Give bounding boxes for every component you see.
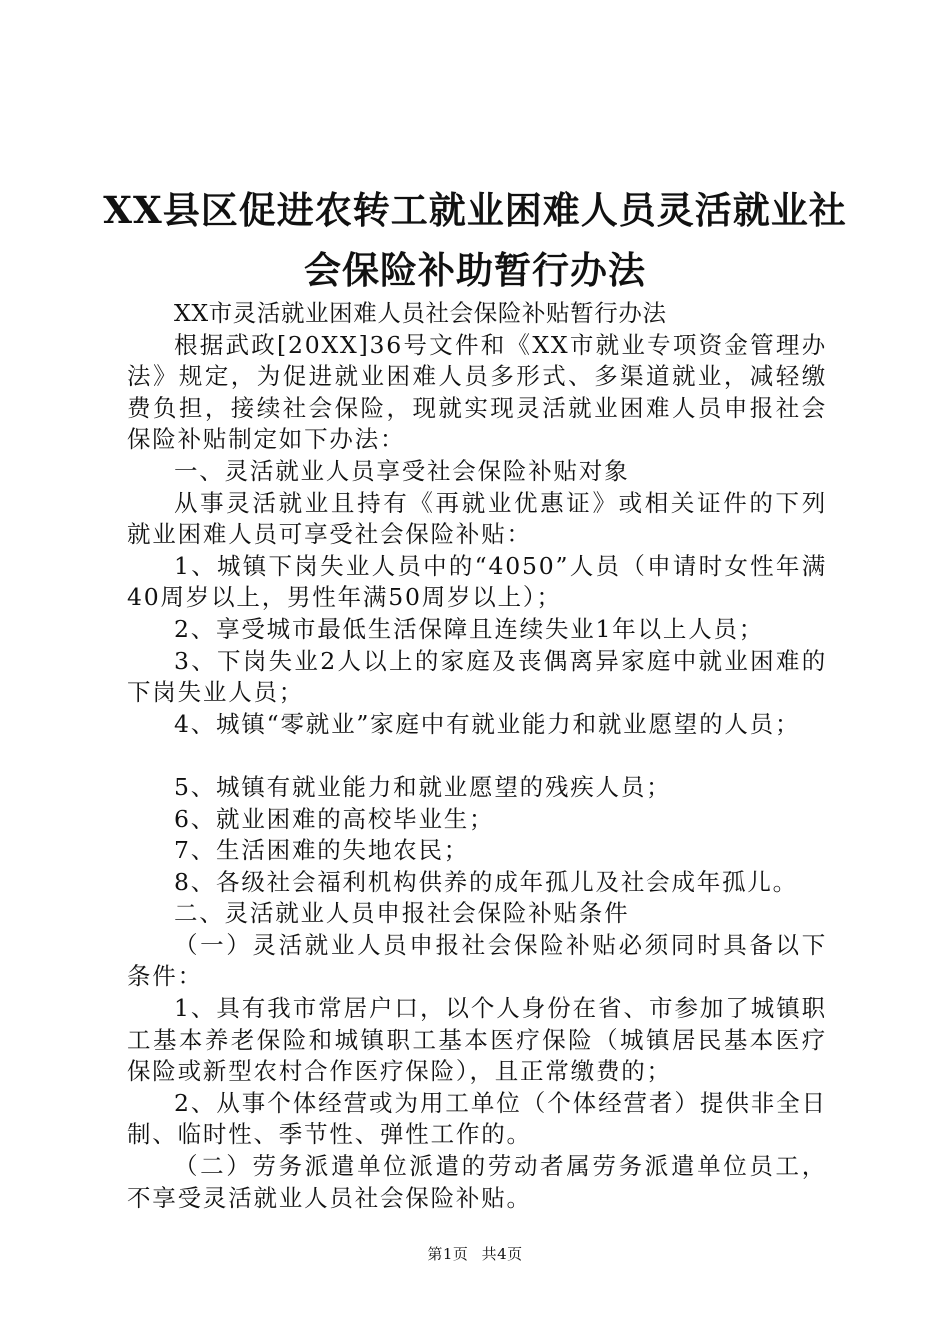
page-total: 共4页 [481,1245,523,1263]
list-item: 2、享受城市最低生活保障且连续失业1年以上人员； [174,614,765,643]
list-item: 4、城镇“零就业”家庭中有就业能力和就业愿望的人员； [174,709,801,738]
paragraph-basis: 根据武政[20XX]36号文件和《XX市就业专项资金管理办法》规定，为促进就业困难人员多形式、多渠道就业，减轻缴费负担，接续社会保险，现就实现灵活就业困难人员申报社会保险补贴制定如下办法： [127,330,827,454]
list-item: 8、各级社会福利机构供养的成年孤儿及社会成年孤儿。 [174,867,798,896]
list-item: 6、就业困难的高校毕业生； [174,804,495,833]
list-item: 2、从事个体经营或为用工单位（个体经营者）提供非全日制、临时性、季节性、弹性工作的。 [127,1088,827,1149]
paragraph-dispatch-exclusion: （二）劳务派遣单位派遣的劳动者属劳务派遣单位员工，不享受灵活就业人员社会保险补贴。 [127,1152,827,1212]
blank-line [127,740,827,772]
list-item: 1、具有我市常居户口，以个人身份在省、市参加了城镇职工基本养老保险和城镇职工基本医疗保险（城镇居民基本医疗保险或新型农村合作医疗保险），且正常缴费的； [127,994,827,1086]
document-title-line-2: 会保险补助暂行办法 [304,248,646,292]
list-item: 7、生活困难的失地农民； [174,836,470,865]
list-item: 5、城镇有就业能力和就业愿望的残疾人员； [174,772,672,801]
section-heading-1: 一、灵活就业人员享受社会保险补贴对象 [174,456,630,485]
page-footer [0,1244,950,1264]
list-item: 1、城镇下岗失业人员中的“4050”人员（申请时女性年满40周岁以上，男性年满50周岁以上）； [127,551,827,612]
document-title-line-1: XX县区促进农转工就业困难人员灵活就业社 [103,188,847,232]
document-subtitle: XX市灵活就业困难人员社会保险补贴暂行办法 [174,299,667,327]
page-number: 第1页 [427,1245,469,1263]
paragraph-conditions-intro: （一）灵活就业人员申报社会保险补贴必须同时具备以下条件： [127,930,827,991]
section-heading-2: 二、灵活就业人员申报社会保险补贴条件 [174,899,630,928]
document-body [127,298,827,1214]
list-item: 3、下岗失业2人以上的家庭及丧偶离异家庭中就业困难的下岗失业人员； [127,646,827,707]
paragraph-eligibility-intro: 从事灵活就业且持有《再就业优惠证》或相关证件的下列就业困难人员可享受社会保险补贴： [127,488,827,549]
